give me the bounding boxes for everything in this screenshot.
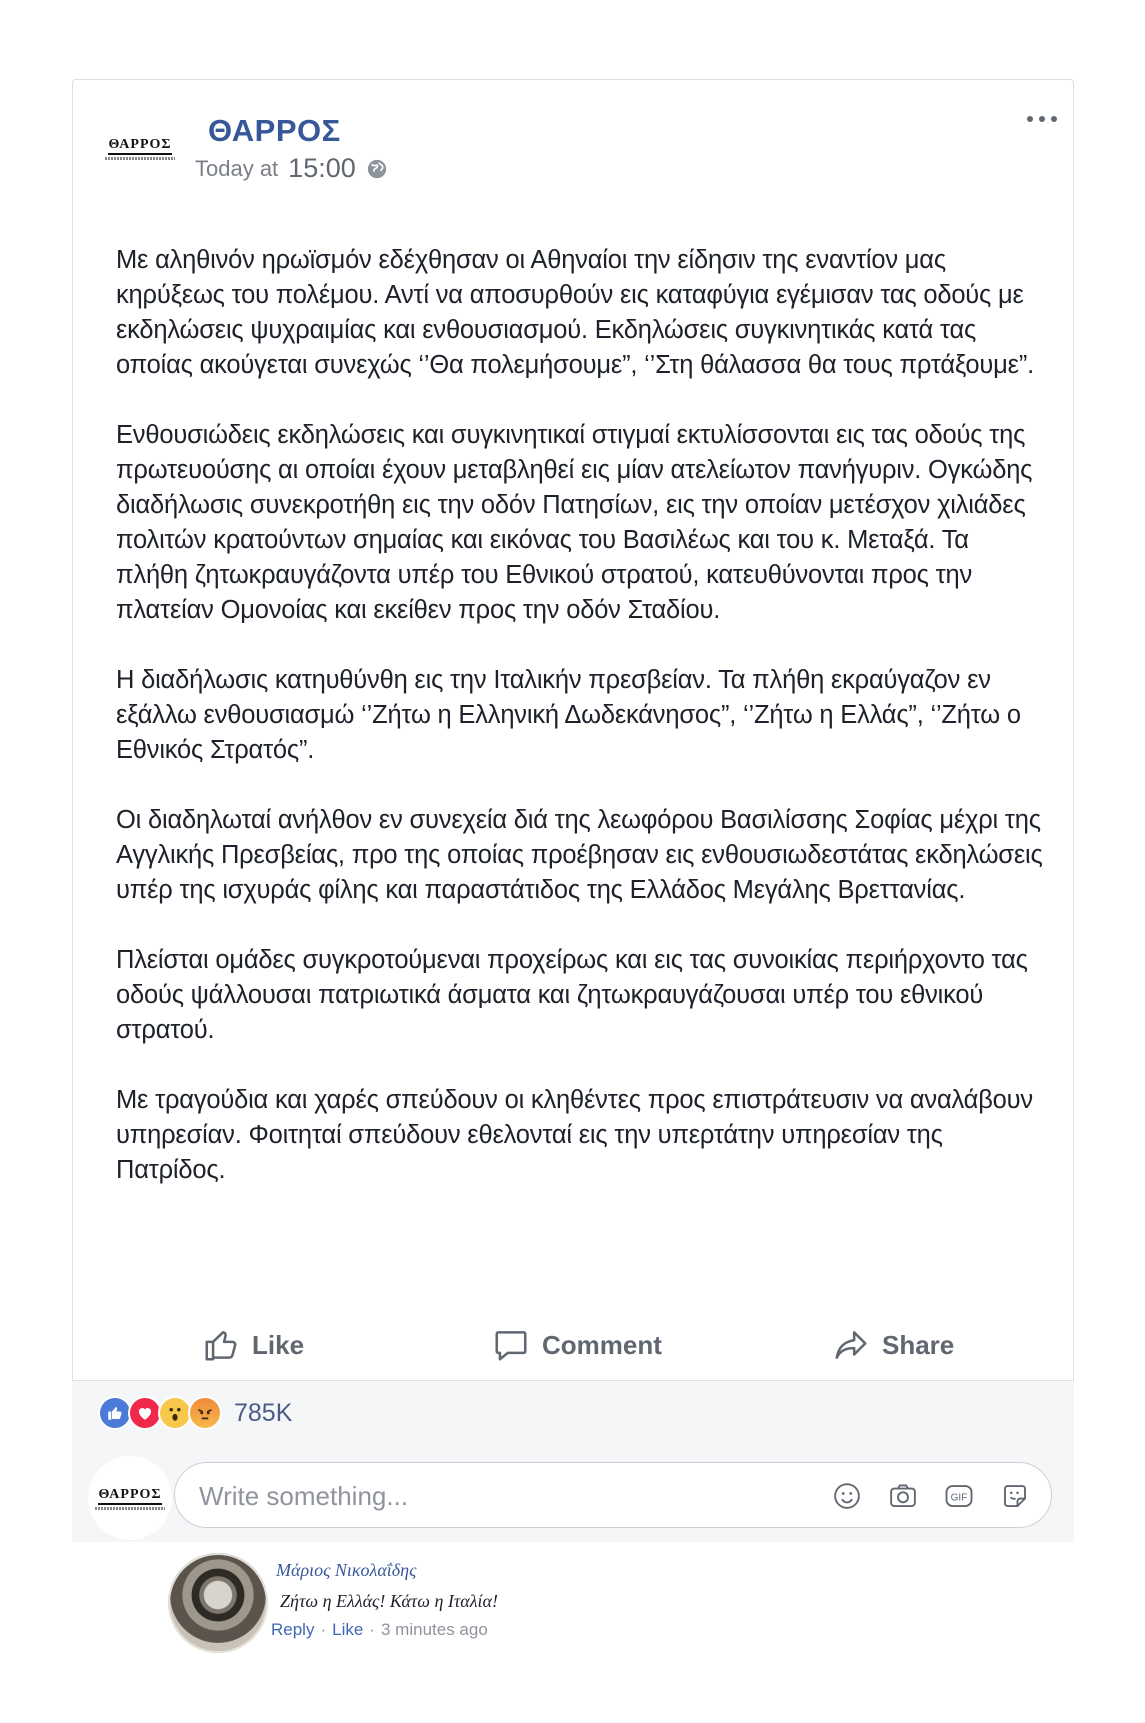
comment-input[interactable] — [197, 1477, 761, 1515]
svg-text:GIF: GIF — [950, 1492, 968, 1504]
page-logo-text: ΘΑΡΡΟΣ — [108, 137, 171, 155]
like-icon — [98, 1396, 132, 1430]
like-button[interactable] — [202, 1315, 304, 1375]
timestamp-prefix: Today at — [195, 155, 279, 181]
emoji-icon[interactable] — [829, 1478, 865, 1514]
post-action-bar — [72, 1315, 1074, 1375]
angry-icon — [188, 1396, 222, 1430]
comment-icon — [492, 1326, 530, 1364]
comment-meta-separator: · — [369, 1620, 375, 1639]
comment-meta-separator: · — [320, 1620, 327, 1639]
comment-button[interactable] — [492, 1315, 662, 1375]
like-label: Like — [252, 1329, 305, 1360]
comment-meta — [271, 1620, 488, 1640]
comment-author-name[interactable]: Μάριος Νικολαΐδης — [276, 1560, 417, 1580]
share-label: Share — [882, 1329, 955, 1360]
comment-time: 3 minutes ago — [381, 1620, 488, 1639]
post-paragraph: Οι διαδηλωταί ανήλθον εν συνεχεία διά της λεωφόρου Βασιλίσσης Σοφίας μέχρι της Αγγλικής Πρεσβείας, προ της οποίας προέβησαν εις ενθουσιωδεστάτας εκδηλώσεις υπέρ της ισχυράς φίλης και παραστάτιδος της Ελλάδος Μεγάλης Βρεττανίας. — [116, 806, 1043, 904]
post-body — [116, 243, 1046, 1223]
share-icon — [832, 1326, 870, 1364]
page-name-link[interactable]: ΘΑΡΡΟΣ — [208, 113, 341, 148]
thumbs-up-icon — [202, 1326, 240, 1364]
commenter-avatar — [88, 1456, 172, 1540]
comment-label: Comment — [542, 1329, 662, 1360]
post-paragraph: Με αληθινόν ηρωϊσμόν εδέχθησαν οι Αθηναίοι την είδησιν της εναντίον μας κηρύξεως του πολέμου. Αντί να αποσυρθούν εις καταφύγια εγέμισαν τας οδούς με εκδηλώσεις ψυχραιμίας και ενθουσιασμού. Εκδηλώσεις συγκινητικάς κατά τας οποίας ακούγεται συνεχώς ‘’Θα πολεμήσουμε”, ‘’Στη θάλασσα θα τους πρτάξουμε”. — [116, 246, 1034, 379]
commenter-logo-text: ΘΑΡΡΟΣ — [98, 1487, 161, 1505]
post-paragraph: Η διαδήλωσις κατηυθύνθη εις την Ιταλικήν πρεσβείαν. Τα πλήθη εκραύγαζον εν εξάλλω ενθουσιασμώ ‘’Ζήτω η Ελληνική Δωδεκάνησος”, ‘’Ζήτω η Ελλάς”, ‘’Ζήτω ο Εθνικός Στρατός”. — [116, 666, 1021, 764]
comment-reply-link[interactable]: Reply — [271, 1620, 315, 1639]
gif-icon[interactable] — [941, 1478, 977, 1514]
post-paragraph: Πλείσται ομάδες συγκροτούμεναι προχείρως και εις τας συνοικίας περιήρχοντο τας οδούς ψάλλουσαι πατριωτικά άσματα και ζητωκραυγάζουσαι υπέρ του εθνικού στρατού. — [116, 946, 1028, 1044]
composer-icons — [809, 1478, 1033, 1514]
comment-text: Ζήτω η Ελλάς! Κάτω η Ιταλία! — [280, 1591, 498, 1611]
commenter-logo-tagline — [95, 1507, 165, 1510]
globe-icon — [366, 158, 388, 180]
more-options-icon[interactable] — [1027, 112, 1057, 126]
love-icon — [128, 1396, 162, 1430]
page-logo-tagline — [105, 157, 175, 160]
reactions-count: 785K — [234, 1398, 293, 1427]
post-timestamp[interactable] — [195, 153, 388, 184]
sticker-icon[interactable] — [997, 1478, 1033, 1514]
share-button[interactable] — [832, 1315, 954, 1375]
comment-composer — [174, 1462, 1052, 1528]
camera-icon[interactable] — [885, 1478, 921, 1514]
comment-like-link[interactable]: Like — [332, 1620, 364, 1639]
comment-author-avatar[interactable] — [168, 1553, 268, 1653]
post-paragraph: Ενθουσιώδεις εκδηλώσεις και συγκινητικαί στιγμαί εκτυλίσσονται εις τας οδούς της πρωτευούσης αι οποίαι έχουν μεταβληθεί εις μίαν ατελείωτον πανήγυριν. Ογκώδης διαδήλωσις συνεκροτήθη εις την οδόν Πατησίων, εις την οποίαν μετέσχον χιλιάδες πολιτών κρατούντων σημαίας και εικόνας του Βασιλέως και του κ. Μεταξά. Τα πλήθη ζητωκραυγάζοντα υπέρ του Εθνικού στρατού, κατευθύνονται προς την πλατείαν Ομονοίας και εκείθεν προς την οδόν Σταδίου. — [116, 421, 1033, 624]
page-logo[interactable] — [100, 128, 180, 168]
post-paragraph: Με τραγούδια και χαρές σπεύδουν οι κληθέντες προς επιστράτευσιν να αναλάβουν υπηρεσίαν. Φοιτηταί σπεύδουν εθελονταί εις την υπερτάτην υπηρεσίαν της Πατρίδος. — [116, 1086, 1033, 1184]
timestamp-time: 15:00 — [288, 153, 356, 183]
wow-icon — [158, 1396, 192, 1430]
reactions-summary[interactable] — [98, 1396, 292, 1430]
